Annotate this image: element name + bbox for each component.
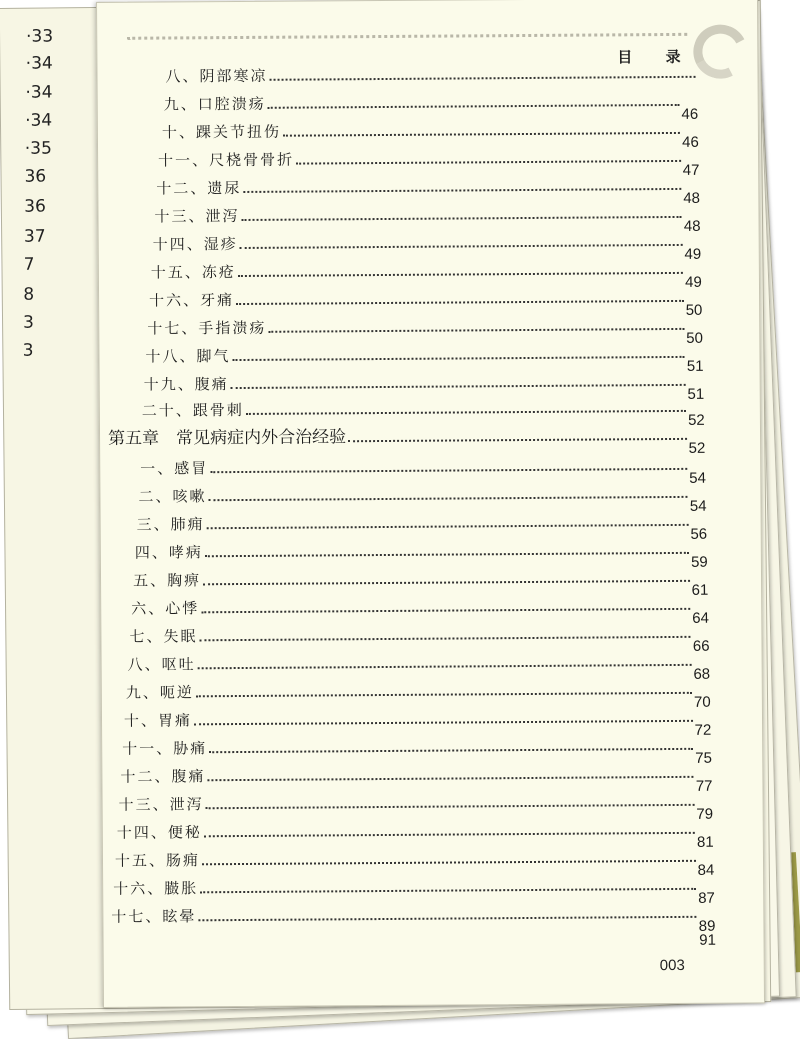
toc-leader-dots	[243, 188, 681, 193]
toc-page-number: 54	[689, 497, 707, 515]
toc-entry-label: 十八、脚气	[145, 347, 231, 366]
toc-page-number: 64	[692, 609, 709, 627]
toc-entry	[158, 141, 700, 179]
toc-leader-dots	[348, 438, 687, 442]
toc-page-number: 46	[682, 133, 699, 151]
toc-entry	[141, 391, 705, 429]
toc-entry	[150, 253, 702, 291]
toc-page-number: 48	[683, 217, 701, 235]
toc-leader-dots	[246, 410, 686, 415]
toc-leader-dots	[202, 860, 695, 865]
toc-entry-label: 十、胃痛	[123, 711, 193, 730]
toc-entry	[114, 841, 715, 879]
page-title: 目 录	[617, 47, 695, 67]
toc-entry	[132, 561, 709, 599]
toc-page-number: 52	[688, 439, 706, 457]
toc-entry-label: 一、感冒	[140, 459, 209, 478]
toc-entry	[161, 113, 699, 151]
toc-entry-label: 十二、腹痛	[120, 767, 206, 786]
toc-entry-label: 十七、手指溃疡	[147, 318, 267, 338]
toc-entry	[127, 645, 711, 683]
header-rule	[127, 33, 687, 40]
toc-entry	[134, 533, 708, 571]
toc-page-number: 54	[689, 469, 706, 487]
toc-page-number: 70	[693, 693, 711, 711]
toc-page-number: 75	[695, 749, 712, 767]
underlying-page-number: ·33	[25, 26, 54, 47]
page-number: 003	[659, 956, 685, 975]
toc-page-number: 77	[695, 777, 713, 795]
toc-entry	[131, 589, 709, 627]
toc-page-number: 59	[690, 553, 708, 571]
toc-entry	[120, 757, 713, 795]
toc-page-number: 52	[687, 411, 705, 429]
toc-page-number: 61	[691, 581, 709, 599]
underlying-page-number: ·35	[24, 138, 52, 159]
toc-entry	[125, 673, 711, 711]
toc-entry-label: 二十、跟骨刺	[141, 400, 244, 420]
toc-entry	[118, 785, 714, 823]
toc-leader-dots	[283, 132, 680, 137]
toc-leader-dots	[236, 300, 683, 305]
toc-entry-label: 十五、肠痈	[114, 851, 201, 870]
toc-leader-dots	[196, 692, 692, 697]
toc-leader-dots	[208, 496, 687, 501]
toc-entry-label: 八、呕吐	[127, 655, 196, 674]
toc-page-number: 47	[682, 161, 700, 179]
toc-leader-dots	[242, 216, 682, 221]
toc-leader-dots	[198, 916, 696, 921]
underlying-page-number: ·34	[25, 82, 53, 103]
toc-entry-label: 四、哮病	[134, 543, 203, 562]
toc-entry	[129, 617, 710, 655]
toc-page-number: 72	[694, 721, 712, 739]
toc-page	[96, 0, 765, 1008]
toc-entry-label: 十一、尺桡骨骨折	[158, 150, 295, 170]
toc-entry-label: 七、失眠	[129, 627, 198, 646]
toc-entry-label: 十四、湿疹	[152, 235, 238, 254]
toc-leader-dots	[198, 664, 692, 669]
toc-leader-dots	[200, 888, 696, 893]
underlying-page-number: 8	[23, 284, 35, 305]
toc-leader-dots	[268, 104, 680, 109]
toc-entry	[122, 729, 712, 767]
toc-entry-label: 第五章 常见病症内外合治经验	[107, 427, 347, 448]
toc-entry	[116, 813, 714, 851]
toc-entry	[163, 85, 699, 123]
underlying-page-number: ·34	[25, 110, 53, 131]
toc-entry	[147, 309, 704, 347]
toc-leader-dots	[199, 636, 690, 641]
toc-entry-label: 十三、泄泻	[154, 207, 240, 226]
toc-leader-dots	[194, 720, 692, 725]
underlying-page-number: 36	[24, 196, 46, 217]
toc-leader-dots	[231, 384, 686, 389]
toc-entry	[154, 197, 701, 235]
toc-entry	[152, 225, 702, 263]
toc-entry-label: 二、咳嗽	[138, 487, 207, 506]
toc-entry-label: 十七、眩晕	[111, 907, 197, 926]
toc-leader-dots	[203, 580, 689, 585]
toc-entry	[143, 365, 705, 403]
toc-leader-dots	[207, 776, 693, 781]
toc-entry-label: 三、肺痈	[136, 515, 205, 534]
toc-page-number: 79	[696, 805, 714, 823]
toc-page-number: 51	[687, 385, 705, 403]
toc-leader-dots	[233, 356, 685, 361]
toc-leader-dots	[209, 748, 693, 753]
toc-entry	[113, 869, 715, 907]
toc-page-number: 68	[693, 665, 711, 683]
toc-page-number: 49	[685, 273, 702, 291]
toc-chapter-entry	[107, 419, 706, 457]
toc-page-number: 89	[698, 917, 716, 935]
toc-page-number: 56	[690, 525, 708, 543]
toc-page-number: 81	[696, 833, 714, 851]
toc-leader-dots	[240, 244, 683, 249]
toc-leader-dots	[201, 608, 690, 613]
toc-entry	[111, 923, 716, 953]
toc-entry	[145, 337, 704, 375]
underlying-page-number: ·34	[25, 53, 53, 74]
toc-leader-dots	[204, 832, 695, 837]
toc-page-number: 91	[699, 931, 717, 949]
toc-page-number: 50	[685, 301, 703, 319]
toc-page-number: 49	[684, 245, 702, 263]
underlying-page-number: 3	[22, 312, 35, 333]
toc-entry	[140, 449, 706, 487]
toc-entry	[123, 701, 712, 739]
toc-spacer	[112, 949, 700, 953]
toc-page-number: 46	[681, 105, 699, 123]
toc-entry-label: 十六、牙痛	[149, 291, 235, 310]
toc-entry	[149, 281, 703, 319]
toc-page-number: 84	[697, 861, 715, 879]
toc-entry-label: 十四、便秘	[116, 823, 202, 842]
toc-entry-label: 九、口腔溃疡	[163, 94, 266, 114]
underlying-page-number: 3	[22, 340, 34, 361]
toc-entry-label: 六、心悸	[131, 599, 200, 618]
toc-entry-label: 九、呃逆	[125, 683, 194, 702]
toc-page-number: 48	[683, 189, 701, 207]
toc-page-number: 50	[686, 329, 704, 347]
toc-entry-label: 八、阴部寒凉	[165, 66, 268, 86]
toc-entry	[136, 505, 708, 543]
toc-entry	[165, 57, 697, 87]
toc-page-number: 87	[698, 889, 715, 907]
toc-leader-dots	[268, 328, 684, 333]
toc-leader-dots	[205, 552, 689, 557]
toc-leader-dots	[296, 160, 680, 165]
toc-leader-dots	[207, 524, 689, 529]
toc-leader-dots	[210, 468, 687, 473]
toc-entry-label: 十九、腹痛	[143, 375, 229, 394]
toc-entry-label: 五、胸痹	[132, 571, 202, 590]
toc-entry-label: 十一、胁痛	[122, 739, 208, 758]
toc-leader-dots	[238, 272, 683, 277]
toc-leader-dots	[206, 804, 695, 809]
underlying-page-number: 37	[23, 226, 46, 247]
toc-page-number: 66	[692, 637, 710, 655]
underlying-page-number: 7	[23, 254, 35, 275]
toc-entry-label: 十二、遗尿	[156, 178, 242, 198]
toc-entry-label: 十六、臌胀	[113, 879, 199, 898]
toc-entry-label: 十五、冻疮	[150, 263, 236, 282]
underlying-page-number: 36	[24, 166, 47, 187]
toc-entry	[156, 169, 701, 207]
toc-entry	[138, 477, 707, 515]
toc-entry-label: 十、踝关节扭伤	[161, 122, 281, 142]
toc-entry-label: 十三、泄泻	[118, 795, 204, 814]
toc-page-number: 51	[686, 357, 704, 375]
toc-leader-dots	[270, 76, 696, 81]
